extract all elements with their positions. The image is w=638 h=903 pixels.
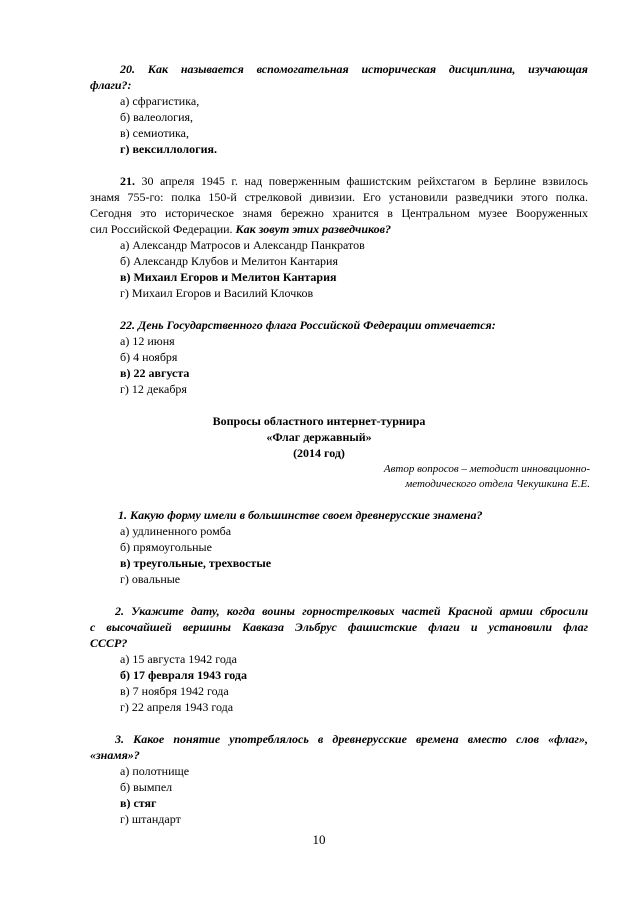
- s2-question-line3: СССР?: [90, 636, 128, 650]
- author-note-line1: Автор вопросов – методист инновационно-: [383, 463, 590, 475]
- s2-option-c: в) 7 ноября 1942 года: [120, 684, 229, 698]
- q20-question-line1: 20. Как называется вспомогательная историческая дисциплина, изучающая: [120, 62, 588, 76]
- s3-question-line1: 3. Какое понятие употреблялось в древнерусские времена вместо слов «флаг»,: [115, 732, 588, 746]
- s3-option-b: б) вымпел: [120, 780, 173, 794]
- q21-option-a: а) Александр Матросов и Александр Панкратов: [120, 238, 365, 252]
- q21-line4: [90, 222, 391, 237]
- q20-question-line2: флаги?:: [90, 78, 132, 92]
- q22-question: 22. День Государственного флага Российской Федерации отмечается:: [120, 318, 496, 332]
- q21-line1-text: 30 апреля 1945 г. над поверженным фашистским рейхстагом в Берлине взвилось: [135, 174, 588, 188]
- q20-option-c: в) семиотика,: [120, 126, 189, 140]
- q21-question: Как зовут этих разведчиков?: [235, 222, 391, 236]
- q21-line2: знамя 755-го: полка 150-й стрелковой дивизии. Его установили разведчики этого полка.: [90, 190, 588, 204]
- s3-option-c-answer: в) стяг: [120, 796, 157, 810]
- author-note-line2: методического отдела Чекушкина Е.Е.: [405, 478, 590, 490]
- q21-line4-text: сил Российской Федерации.: [90, 222, 236, 236]
- s3-option-a: а) полотнище: [120, 764, 190, 778]
- q21-line1: [120, 174, 588, 189]
- q20-option-d-answer: г) вексиллология.: [120, 142, 218, 156]
- s1-option-b: б) прямоугольные: [120, 540, 212, 554]
- q21-line3: Сегодня это историческое знамя бережно хранится в Центральном музее Вооруженных: [90, 206, 588, 220]
- s2-option-a: а) 15 августа 1942 года: [120, 652, 237, 666]
- s3-option-d: г) штандарт: [120, 812, 181, 826]
- s2-option-b-answer: б) 17 февраля 1943 года: [120, 668, 247, 682]
- q21-option-d: г) Михаил Егоров и Василий Клочков: [120, 286, 314, 300]
- q20-option-a: а) сфрагистика,: [120, 94, 200, 108]
- section-title-line1: Вопросы областного интернет-турнира: [212, 414, 426, 428]
- s1-question: 1. Какую форму имели в большинстве своем древнерусские знамена?: [118, 508, 483, 522]
- section-title-line3: (2014 год): [293, 446, 345, 460]
- s2-question-line1: 2. Укажите дату, когда воины горнострелковых частей Красной армии сбросили: [115, 604, 588, 618]
- q22-option-a: а) 12 июня: [120, 334, 175, 348]
- s1-option-d: г) овальные: [120, 572, 181, 586]
- s1-option-a: а) удлиненного ромба: [120, 524, 232, 538]
- q21-option-b: б) Александр Клубов и Мелитон Кантария: [120, 254, 338, 268]
- section-title-line2: «Флаг державный»: [266, 430, 372, 444]
- q21-number: 21.: [120, 174, 135, 188]
- s2-question-line2: с высочайшей вершины Кавказа Эльбрус фашистские флаги и установили флаг: [90, 620, 588, 634]
- s1-option-c-answer: в) треугольные, трехвостые: [120, 556, 272, 570]
- q21-option-c-answer: в) Михаил Егоров и Мелитон Кантария: [120, 270, 337, 284]
- q22-option-b: б) 4 ноября: [120, 350, 178, 364]
- q22-option-c-answer: в) 22 августа: [120, 366, 190, 380]
- q22-option-d: г) 12 декабря: [120, 382, 187, 396]
- s2-option-d: г) 22 апреля 1943 года: [120, 700, 234, 714]
- page-number: 10: [312, 832, 326, 847]
- q20-option-b: б) валеология,: [120, 110, 194, 124]
- s3-question-line2: «знамя»?: [90, 748, 140, 762]
